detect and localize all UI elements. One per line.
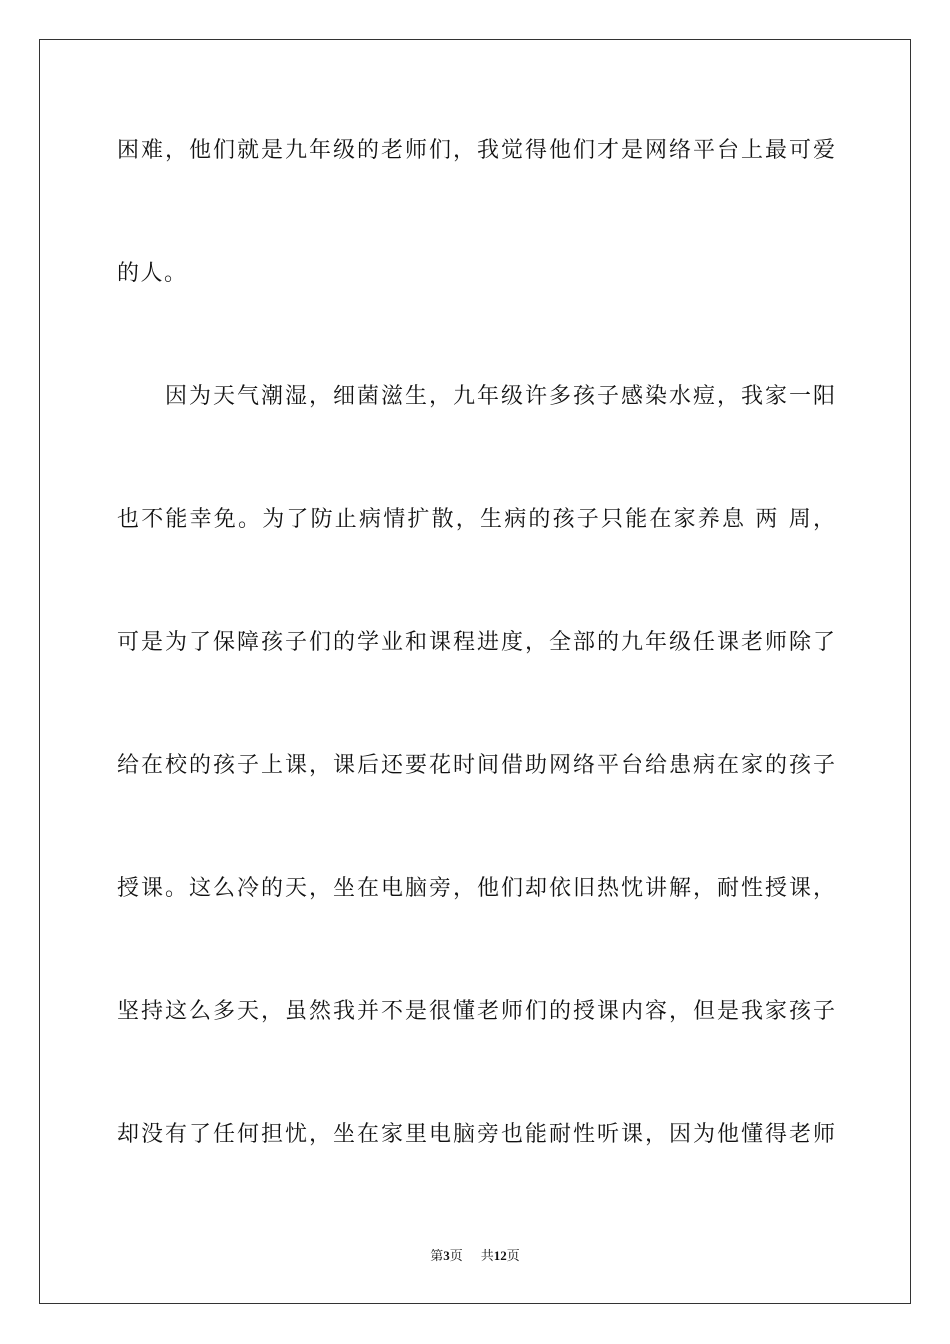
- page-prefix: 第: [430, 1248, 444, 1263]
- page-border: [39, 39, 911, 1304]
- page-footer: [0, 1247, 950, 1265]
- total-prefix: 共: [480, 1248, 494, 1263]
- page-number: 3: [443, 1248, 450, 1263]
- total-pages: 12: [493, 1248, 507, 1263]
- text-line: 可是为了保障孩子们的学业和课程进度，全部的九年级任课老师除了: [117, 630, 835, 655]
- text-line: 也不能幸免。为了防止病情扩散，生病的孩子只能在家养息 两 周，: [117, 507, 835, 532]
- text-line: 却没有了任何担忧，坐在家里电脑旁也能耐性听课，因为他懂得老师: [117, 1122, 835, 1147]
- text-line: 的人。: [117, 261, 188, 286]
- text-line: 困难，他们就是九年级的老师们，我觉得他们才是网络平台上最可爱: [117, 138, 835, 163]
- page-suffix: 页: [449, 1248, 463, 1263]
- text-line: 坚持这么多天，虽然我并不是很懂老师们的授课内容，但是我家孩子: [117, 999, 835, 1024]
- text-line: 给在校的孩子上课，课后还要花时间借助网络平台给患病在家的孩子: [117, 753, 835, 778]
- text-line: 因为天气潮湿，细菌滋生，九年级许多孩子感染水痘，我家一阳: [165, 384, 835, 409]
- text-line: 授课。这么冷的天，坐在电脑旁，他们却依旧热忱讲解，耐性授课，: [117, 876, 835, 901]
- total-suffix: 页: [506, 1248, 520, 1263]
